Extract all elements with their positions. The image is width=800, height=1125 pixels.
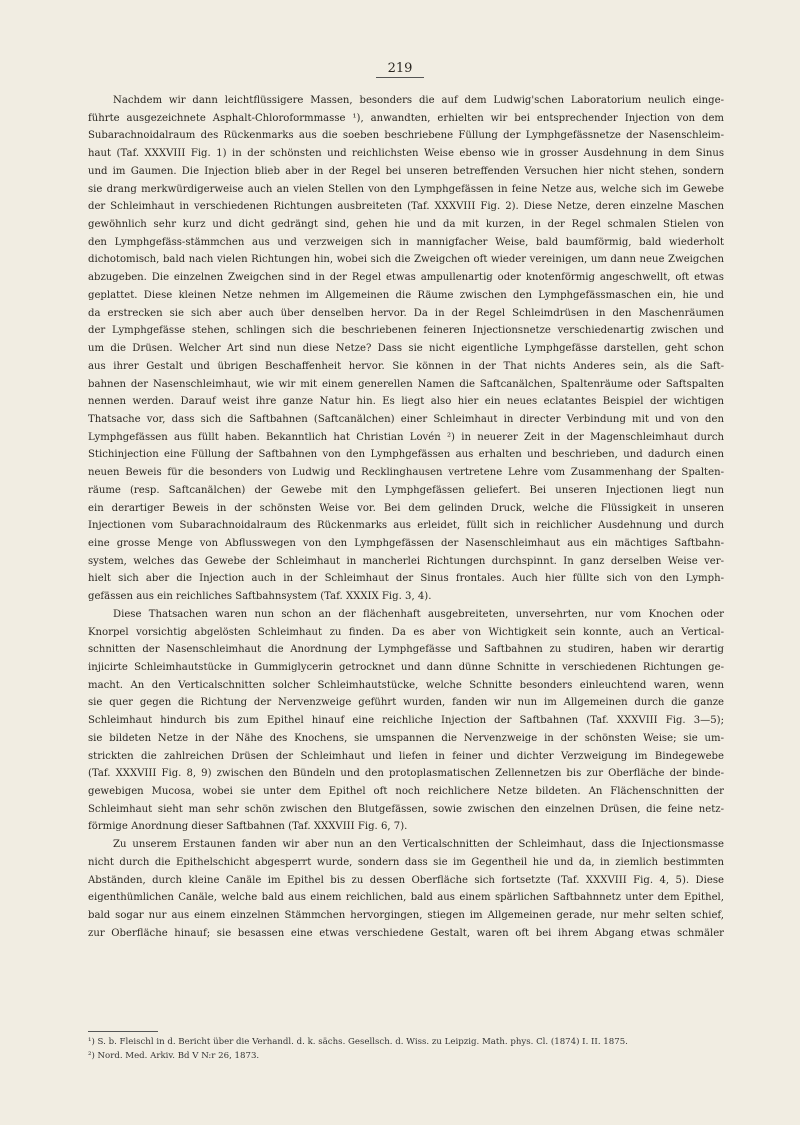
text-line: sie bildeten Netze in der Nähe des Knochens, sie umspannen die Nervenzweige in der schönsten Weise; sie um- — [88, 732, 724, 744]
text-line: Nachdem wir dann leichtflüssigere Massen, besonders die auf dem Ludwig'schen Laboratorium neulich einge- — [113, 95, 724, 106]
text-line: führte ausgezeichnete Asphalt-Chloroformmasse ¹), anwandten, erhielten wir bei entsprechender Injection von dem — [88, 112, 724, 124]
text-line: sie drang merkwürdigerweise auch an vielen Stellen von den Lymphgefässen in feine Netze aus, welche sich im Gewebe — [88, 183, 724, 195]
text-line: nennen werden. Darauf weist ihre ganze Natur hin. Es liegt also hier ein neues eclatantes Beispiel der wichtigen — [88, 396, 724, 408]
footnotes — [88, 1035, 724, 1063]
footnote-rule — [88, 1031, 158, 1032]
text-line: haut (Taf. XXXVIII Fig. 1) in der schönsten und reichlichsten Weise ebenso wie in grosser Ausdehnung in dem Sinus — [88, 148, 724, 160]
footnote: ²) Nord. Med. Arkiv. Bd V N:r 26, 1873. — [88, 1051, 260, 1061]
text-line: (Taf. XXXVIII Fig. 8, 9) zwischen den Bündeln und den protoplasmatischen Zellennetzen bis zur Oberfläche der binde- — [88, 768, 724, 780]
text-line: um die Drüsen. Welcher Art sind nun diese Netze? Dass sie nicht eigentliche Lymphgefässe darstellen, geht schon — [88, 343, 724, 355]
text-line: eine grosse Menge von Abflusswegen von den Lymphgefässen der Nasenschleimhaut aus ein mächtiges Saftbahn- — [88, 537, 724, 549]
text-line: Diese Thatsachen waren nun schon an der flächenhaft ausgebreiteten, unversehrten, nur vom Knochen oder — [113, 608, 724, 620]
text-line: eigenthümlichen Canäle, welche bald aus einem reichlichen, bald aus einem spärlichen Saftbahnnetz unter dem Epithel, — [88, 892, 724, 904]
text-line: system, welches das Gewebe der Schleimhaut in mancherlei Richtungen durchspinnt. In ganz derselben Weise ver- — [88, 555, 724, 567]
text-line: der Lymphgefässe stehen, schlingen sich die beschriebenen feineren Injectionsnetze verschiedenartig zwischen und — [88, 325, 724, 337]
text-line: Stichinjection eine Füllung der Saftbahnen von den Lymphgefässen aus erhalten und beschrieben, und dadurch einen — [88, 449, 724, 461]
text-line: Lymphgefässen aus füllt haben. Bekanntlich hat Christian Lovén ²) in neuerer Zeit in der Magenschleimhaut durch — [88, 431, 724, 443]
text-line: Injectionen vom Subarachnoidalraum des Rückenmarks aus erleidet, füllt sich in reichlicher Ausdehnung und durch — [88, 520, 724, 532]
text-line: da erstrecken sie sich aber auch über denselben hervor. Da in der Regel Schleimdrüsen in den Maschenräumen — [88, 307, 724, 319]
text-line: förmige Anordnung dieser Saftbahnen (Taf. XXXVIII Fig. 6, 7). — [88, 821, 408, 833]
text-line: bahnen der Nasenschleimhaut, wie wir mit einem generellen Namen die Saftcanälchen, Spaltenräume oder Saftspalten — [88, 378, 724, 390]
text-line: dichotomisch, bald nach vielen Richtungen hin, wobei sich die Zweigchen oft wieder vereinigen, um dann neue Zweigchen — [88, 254, 724, 266]
text-line: neuen Beweis für die besonders von Ludwig und Recklinghausen vertretene Lehre vom Zusammenhang der Spalten- — [88, 467, 724, 479]
text-line: strickten die zahlreichen Drüsen der Schleimhaut und liefen in feiner und dichter Verzweigung im Bindegewebe — [88, 750, 724, 762]
body-text — [88, 92, 724, 943]
page-number: 219 — [0, 61, 800, 76]
text-line: und im Gaumen. Die Injection blieb aber in der Regel bei unseren betreffenden Versuchen hier nicht stehen, sondern — [88, 165, 724, 177]
text-line: abzugeben. Die einzelnen Zweigchen sind in der Regel etwas ampullenartig oder knotenförmig angeschwellt, oft etwas — [88, 272, 724, 284]
text-line: nicht durch die Epithelschicht abgesperrt wurde, sondern dass sie im Gegentheil hie und da, in ziemlich bestimmten — [88, 856, 724, 868]
text-line: Zu unserem Erstaunen fanden wir aber nun an den Verticalschnitten der Schleimhaut, dass die Injectionsmasse — [113, 839, 724, 851]
text-line: aus ihrer Gestalt und übrigen Beschaffenheit hervor. Sie können in der That nichts Anderes sein, als die Saft- — [88, 360, 724, 372]
text-line: Thatsache vor, dass sich die Saftbahnen (Saftcanälchen) einer Schleimhaut in directer Verbindung mit und von den — [88, 413, 724, 425]
text-line: gewebigen Mucosa, wobei sie unter dem Epithel oft noch reichlichere Netze bildeten. An Flächenschnitten der — [88, 786, 724, 798]
footnote: ¹) S. b. Fleischl in d. Bericht über die Verhandl. d. k. sächs. Gesellsch. d. Wiss. zu Leipzig. Math. phys. Cl. (1874) I. II. 1875. — [88, 1037, 628, 1047]
text-line: gefässen aus ein reichliches Saftbahnsystem (Taf. XXXIX Fig. 3, 4). — [88, 591, 432, 603]
text-line: schnitten der Nasenschleimhaut die Anordnung der Lymphgefässe und Saftbahnen zu studiren, haben wir derartig — [88, 644, 724, 656]
text-line: Schleimhaut sieht man sehr schön zwischen den Blutgefässen, sowie zwischen den einzelnen Drüsen, die feine netz- — [88, 803, 724, 815]
text-line: räume (resp. Saftcanälchen) der Gewebe mit den Lymphgefässen geliefert. Bei unseren Injectionen liegt nun — [88, 484, 724, 496]
text-line: Subarachnoidalraum des Rückenmarks aus die soeben beschriebene Füllung der Lymphgefässnetze der Nasenschleim- — [88, 130, 724, 142]
text-line: ein derartiger Beweis in der schönsten Weise vor. Bei dem gelinden Druck, welche die Flüssigkeit in unseren — [88, 502, 724, 514]
text-line: hielt sich aber die Injection auch in der Schleimhaut der Sinus frontales. Auch hier füllte sich von den Lymph- — [88, 573, 724, 585]
text-line: Schleimhaut hindurch bis zum Epithel hinauf eine reichliche Injection der Saftbahnen (Taf. XXXVIII Fig. 3—5); — [88, 715, 724, 727]
text-line: geplattet. Diese kleinen Netze nehmen im Allgemeinen die Räume zwischen den Lymphgefässmaschen ein, hie und — [88, 289, 724, 301]
text-line: injicirte Schleimhautstücke in Gummiglycerin getrocknet und dann dünne Schnitte in verschiedenen Richtungen ge- — [88, 662, 724, 673]
text-line: den Lymphgefäss-stämmchen aus und verzweigen sich in mannigfacher Weise, bald baumförmig, bald wiederholt — [88, 236, 724, 248]
text-line: der Schleimhaut in verschiedenen Richtungen ausbreiteten (Taf. XXXVIII Fig. 2). Diese Netze, deren einzelne Maschen — [88, 201, 724, 213]
text-line: zur Oberfläche hinauf; sie besassen eine etwas verschiedene Gestalt, waren oft bei ihrem Abgang etwas schmäler — [88, 927, 724, 939]
text-line: Knorpel vorsichtig abgelösten Schleimhaut zu finden. Da es aber von Wichtigkeit sein konnte, auch an Vertical- — [88, 626, 724, 638]
text-line: gewöhnlich sehr kurz und dicht gedrängt sind, gehen hie und da mit kurzen, in der Regel schmalen Stielen von — [88, 219, 724, 231]
text-line: macht. An den Verticalschnitten solcher Schleimhautstücke, welche Schnitte besonders einleuchtend waren, wenn — [88, 679, 724, 691]
text-line: Abständen, durch kleine Canäle im Epithel bis zu dessen Oberfläche sich fortsetzte (Taf. XXXVIII Fig. 4, 5). Diese — [88, 874, 724, 886]
text-line: bald sogar nur aus einem einzelnen Stämmchen hervorgingen, stiegen im Allgemeinen gerade, nur mehr selten schief, — [88, 910, 724, 922]
text-line: sie quer gegen die Richtung der Nervenzweige geführt wurden, fanden wir nun im Allgemeinen durch die ganze — [88, 697, 724, 709]
